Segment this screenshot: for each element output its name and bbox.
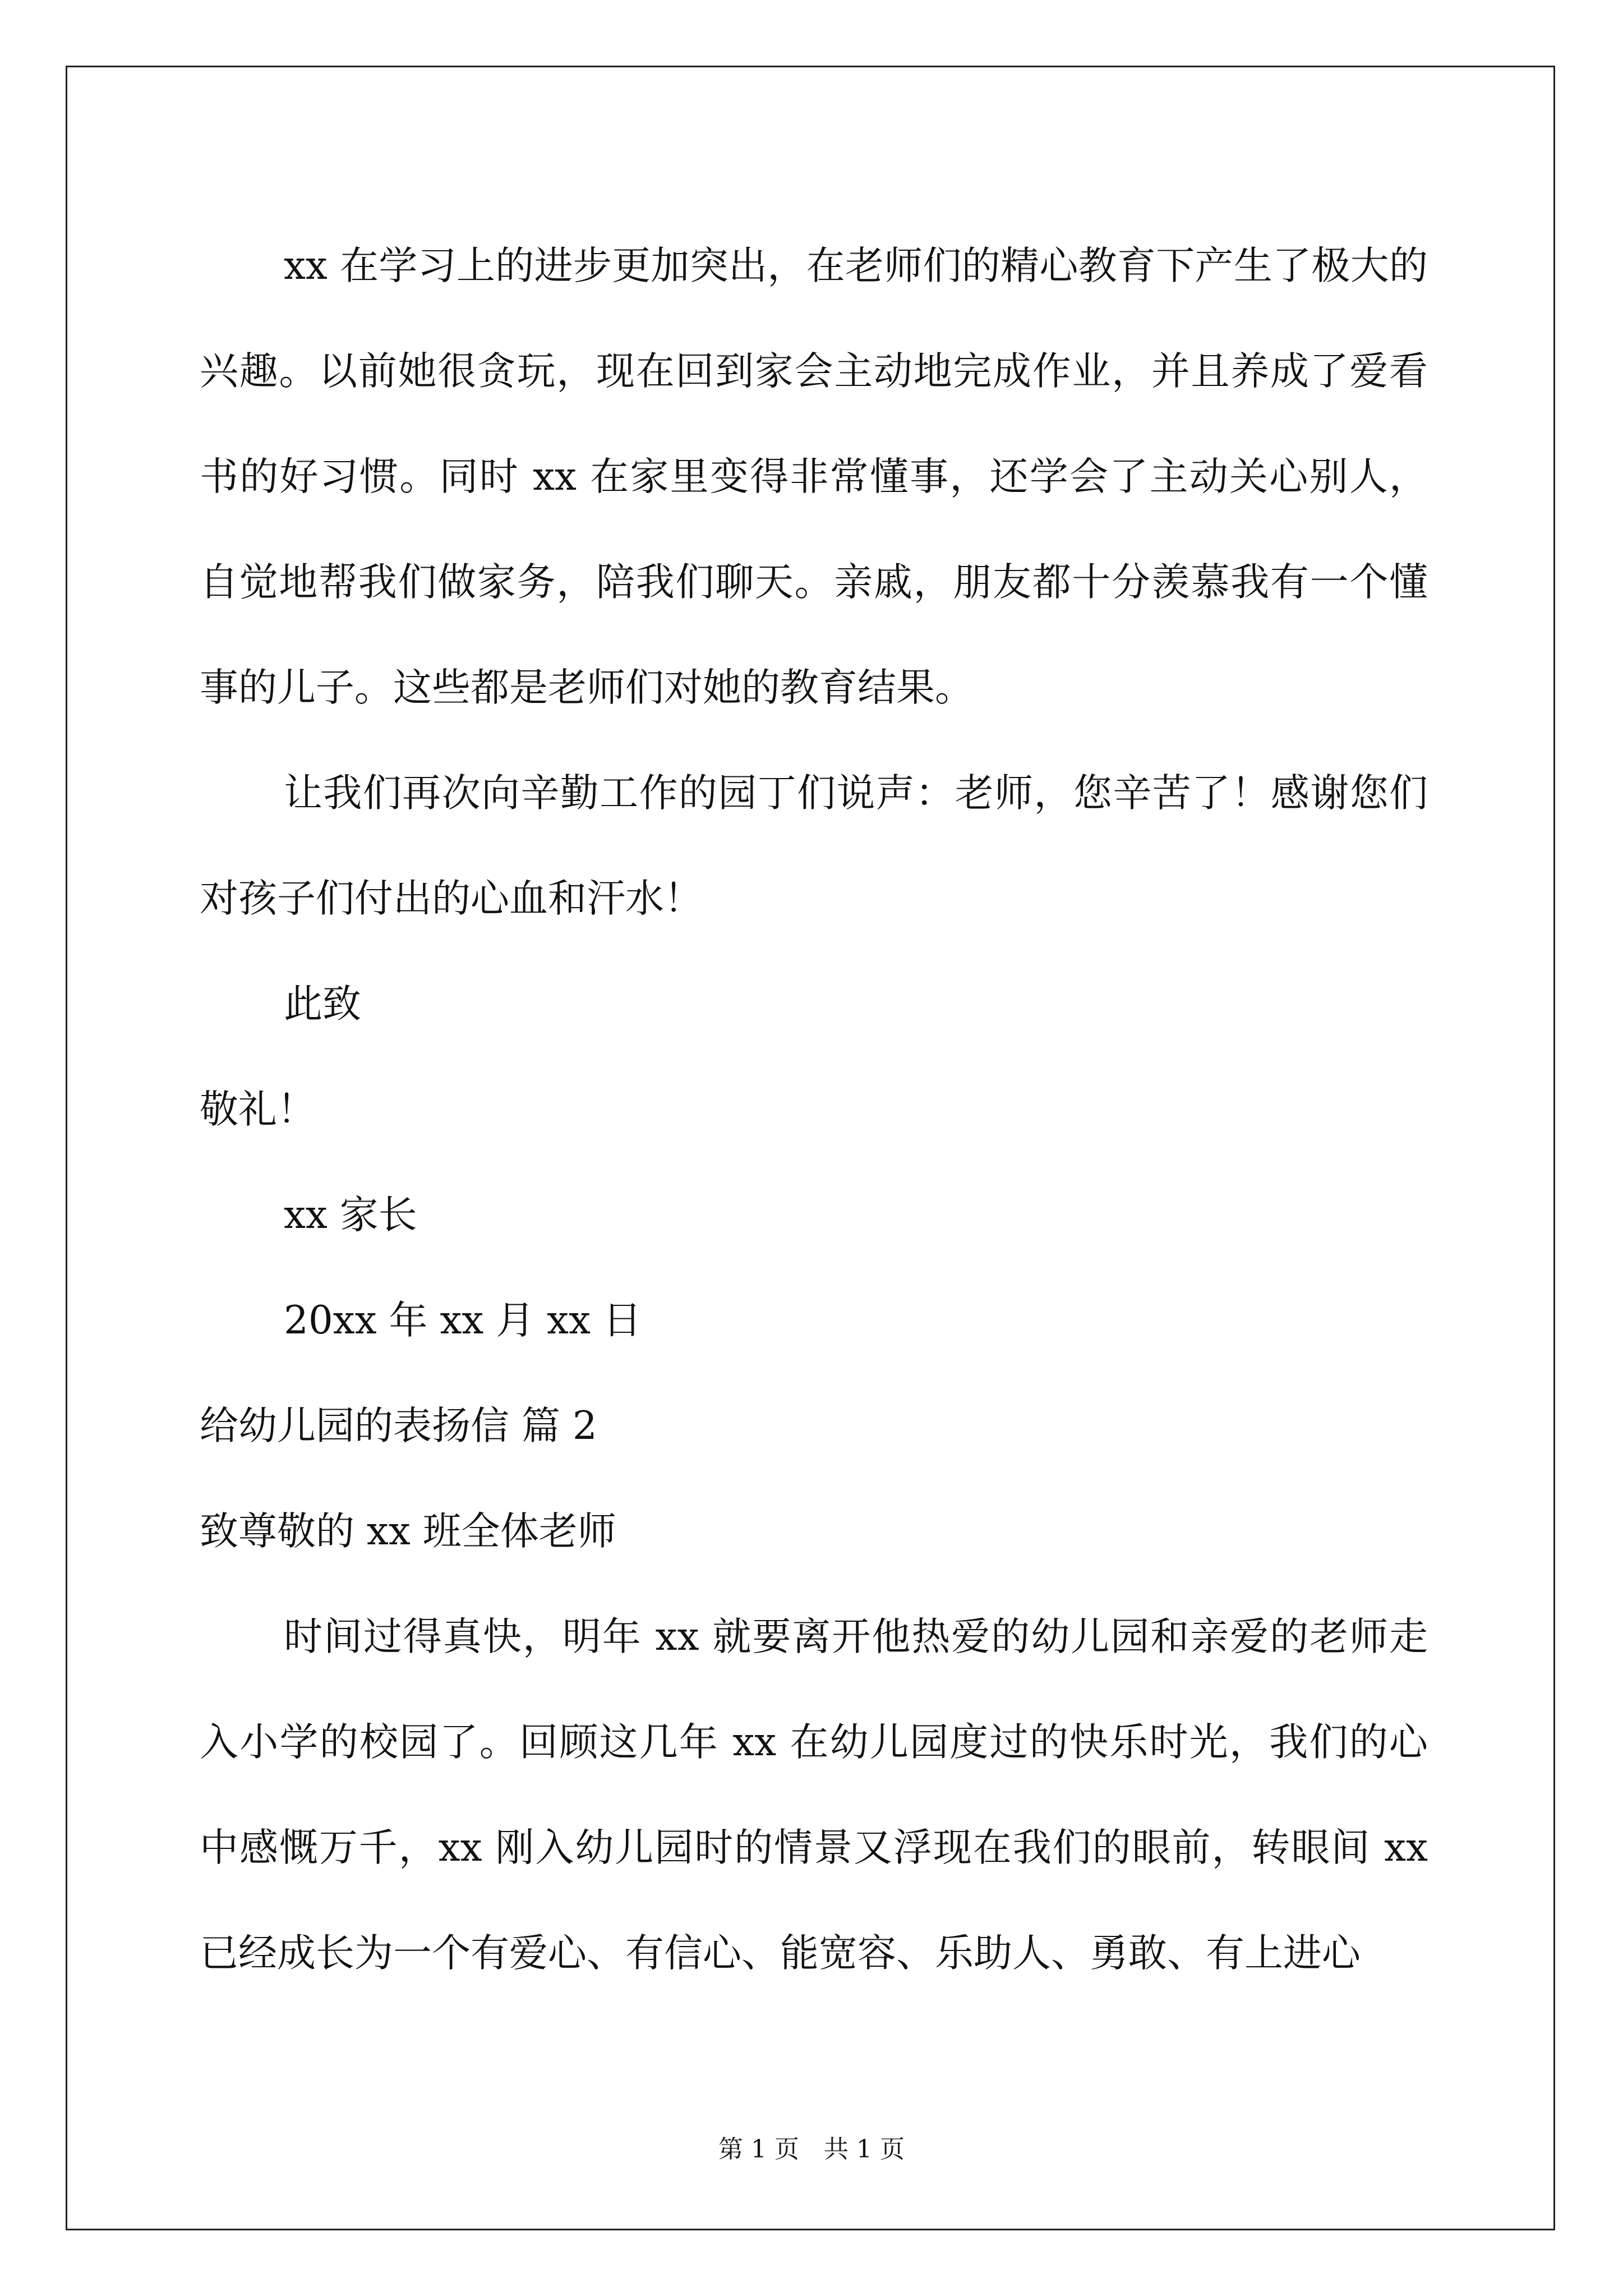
document-body: [200, 213, 1428, 2006]
page-footer: 第 1 页 共 1 页: [718, 2135, 905, 2164]
paragraph-time-passes: 时间过得真快，明年 xx 就要离开他热爱的幼儿园和亲爱的老师走入小学的校园了。回顾这几年 xx 在幼儿园度过的快乐时光，我们的心中感慨万千，xx 刚入幼儿园时的情景又浮现在我们的眼前，转眼间 xx 已经成长为一个有爱心、有信心、能宽容、乐助人、勇敢、有上进心: [200, 1614, 1428, 1976]
section-heading: 给幼儿园的表扬信 篇 2: [200, 1404, 597, 1448]
closing-regards: 敬礼！: [200, 1087, 316, 1132]
signature: xx 家长: [284, 1193, 417, 1237]
paragraph-progress: xx 在学习上的进步更加突出，在老师们的精心教育下产生了极大的兴趣。以前她很贪玩，现在回到家会主动地完成作业，并且养成了爱看书的好习惯。同时 xx 在家里变得非常懂事，还学会了主动关心别人，自觉地帮我们做家务，陪我们聊天。亲戚，朋友都十分羡慕我有一个懂事的儿子。这些都是老师们对她的教育结果。: [200, 243, 1428, 710]
paragraph-thanks: 让我们再次向辛勤工作的园丁们说声：老师，您辛苦了！感谢您们对孩子们付出的心血和汗水！: [200, 771, 1428, 921]
closing-salutation: 此致: [284, 982, 361, 1027]
date-line: 20xx 年 xx 月 xx 日: [284, 1298, 642, 1343]
letter-greeting: 致尊敬的 xx 班全体老师: [200, 1509, 616, 1554]
